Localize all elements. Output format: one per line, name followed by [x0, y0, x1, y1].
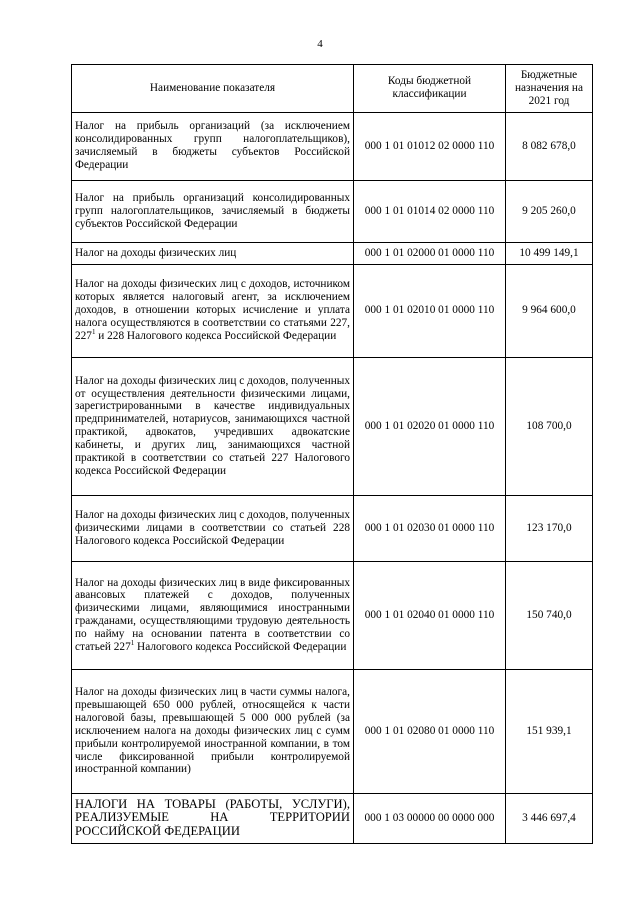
table-row-section [72, 793, 593, 843]
row-amount: 108 700,0 [506, 357, 593, 495]
row-name-text: Налог на доходы физических лиц с доходов, источником которых является налоговый агент, за исключением доходов, в отношении которых исчисление и уплата налога осуществляются в соответствии со статьями 227, 227 [75, 278, 350, 343]
row-name: НАЛОГИ НА ТОВАРЫ (РАБОТЫ, УСЛУГИ), РЕАЛИЗУЕМЫЕ НА ТЕРРИТОРИИ РОССИЙСКОЙ ФЕДЕРАЦИИ [72, 793, 354, 843]
row-amount: 8 082 678,0 [506, 112, 593, 180]
row-code: 000 1 01 02030 01 0000 110 [354, 495, 506, 561]
budget-table [71, 64, 593, 844]
row-code: 000 1 01 02080 01 0000 110 [354, 669, 506, 793]
row-code: 000 1 01 01014 02 0000 110 [354, 180, 506, 242]
row-amount: 150 740,0 [506, 561, 593, 669]
table-row [72, 112, 593, 180]
row-code: 000 1 01 01012 02 0000 110 [354, 112, 506, 180]
header-budget-amount: Бюджетные назначения на 2021 год [506, 65, 593, 113]
row-code: 000 1 03 00000 00 0000 000 [354, 793, 506, 843]
row-name-text-continued: Налогового кодекса Российской Федерации [134, 641, 347, 654]
row-name [72, 264, 354, 357]
header-indicator-name: Наименование показателя [72, 65, 354, 113]
table-row [72, 180, 593, 242]
row-name: Налог на доходы физических лиц [72, 242, 354, 264]
row-name: Налог на доходы физических лиц с доходов, полученных физическими лицами в соответствии со статьей 228 Налогового кодекса Российской Федерации [72, 495, 354, 561]
row-code: 000 1 01 02020 01 0000 110 [354, 357, 506, 495]
table-row [72, 242, 593, 264]
row-name-text-continued: и 228 Налогового кодекса Российской Федерации [95, 330, 337, 343]
row-code: 000 1 01 02000 01 0000 110 [354, 242, 506, 264]
row-name-text: Налог на доходы физических лиц в виде фиксированных авансовых платежей с доходов, полученных физическими лицами, являющимися иностранными гражданами, осуществляющими трудовую деятельность по найму на основании патента в соответствии со статьей 227 [75, 576, 350, 654]
superscript: 1 [130, 639, 135, 648]
table-row [72, 264, 593, 357]
table-row [72, 669, 593, 793]
row-code: 000 1 01 02010 01 0000 110 [354, 264, 506, 357]
row-name: Налог на доходы физических лиц с доходов, полученных от осуществления деятельности физическими лицами, зарегистрированными в качестве индивидуальных предпринимателей, нотариусов, занимающихся частной практикой, адвокатов, учредивших адвокатские кабинеты, и других лиц, занимающихся частной практикой в соответствии со статьей 227 Налогового кодекса Российской Федерации [72, 357, 354, 495]
superscript: 1 [91, 328, 96, 337]
row-amount: 9 964 600,0 [506, 264, 593, 357]
row-name [72, 561, 354, 669]
table-header-row [72, 65, 593, 113]
row-name: Налог на доходы физических лиц в части суммы налога, превышающей 650 000 рублей, относящейся к части налоговой базы, превышающей 5 000 000 рублей (за исключением налога на доходы физических лиц с сумм прибыли контролируемой иностранной компании, в том числе фиксированной прибыли контролируемой иностранной компании) [72, 669, 354, 793]
row-amount: 151 939,1 [506, 669, 593, 793]
row-amount: 3 446 697,4 [506, 793, 593, 843]
header-budget-code: Коды бюджетной классификации [354, 65, 506, 113]
table-row [72, 495, 593, 561]
table-row [72, 357, 593, 495]
row-name: Налог на прибыль организаций консолидированных групп налогоплательщиков, зачисляемый в бюджеты субъектов Российской Федерации [72, 180, 354, 242]
row-code: 000 1 01 02040 01 0000 110 [354, 561, 506, 669]
row-amount: 123 170,0 [506, 495, 593, 561]
row-name: Налог на прибыль организаций (за исключением консолидированных групп налогоплательщиков), зачисляемый в бюджеты субъектов Российской Федерации [72, 112, 354, 180]
page-number: 4 [317, 38, 323, 50]
table-row [72, 561, 593, 669]
row-amount: 10 499 149,1 [506, 242, 593, 264]
row-amount: 9 205 260,0 [506, 180, 593, 242]
